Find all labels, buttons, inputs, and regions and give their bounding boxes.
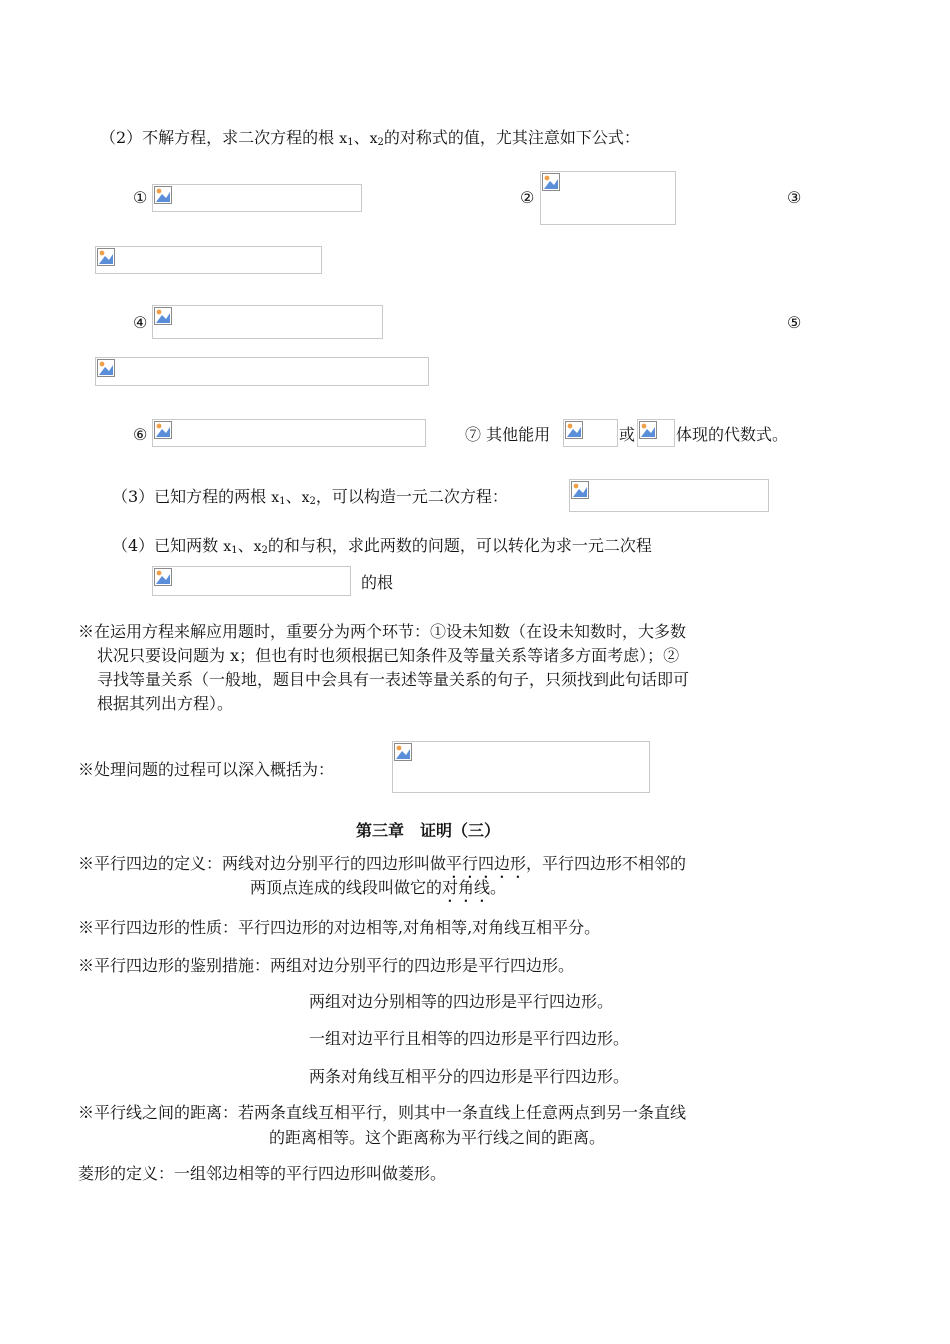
- item2-suffix: 的对称式的值，尤其注意如下公式：: [383, 128, 640, 147]
- marker-1: ①: [133, 188, 148, 207]
- item3-sub2: 2: [309, 496, 316, 507]
- chapter-title: 第三章 证明（三）: [356, 821, 501, 840]
- def-term-diagonal: 对角线: [442, 878, 491, 897]
- item3-line: [112, 487, 508, 508]
- formula-image-2: [540, 171, 676, 225]
- formula-image-5: [95, 357, 429, 386]
- item7-prefix: ⑦ 其他能用: [465, 425, 551, 444]
- item7-suffix: 体现的代数式。: [676, 425, 789, 444]
- item2-sub1: 1: [347, 137, 354, 148]
- def-label: ※平行四边的定义：: [78, 854, 223, 873]
- prop-parallelogram: ※平行四边形的性质：平行四边形的对边相等,对角相等,对角线互相平分。: [78, 918, 601, 937]
- broken-image-icon: [154, 307, 172, 325]
- marker-5: ⑤: [787, 313, 802, 332]
- item4-x1: x: [223, 539, 232, 555]
- item3-suffix: ，可以构造一元二次方程：: [315, 487, 508, 506]
- note-apply-line-2: 状况只要设问题为 x；但也有时也须根据已知条件及等量关系等诸多方面考虑）；②: [97, 646, 680, 665]
- note-apply-line-4: 根据其列出方程）。: [97, 694, 234, 713]
- broken-image-icon: [154, 421, 172, 439]
- def-term-parallelogram: 平行四边形: [446, 854, 527, 873]
- def-parallelogram-line-2: [250, 878, 506, 906]
- formula-image-3: [95, 246, 322, 274]
- judge-label: ※平行四边形的鉴别措施：: [78, 956, 271, 975]
- note-apply-line-1: ※在运用方程来解应用题时，重要分为两个环节：①设未知数（在设未知数时，大多数: [78, 622, 687, 641]
- def-line1-a: 两线对边分别平行的四边形叫做: [222, 854, 447, 873]
- item2-line: [100, 128, 640, 149]
- item2-x1: x: [339, 131, 348, 147]
- broken-image-icon: [97, 248, 115, 266]
- broken-image-icon: [542, 173, 560, 191]
- item3-x1: x: [271, 490, 280, 506]
- broken-image-icon: [571, 481, 589, 499]
- formula-image-10: [392, 741, 650, 793]
- item4-x2: x: [253, 539, 262, 555]
- broken-image-icon: [154, 186, 172, 204]
- formula-image-7a: [563, 419, 618, 447]
- item4-sub1: 1: [231, 545, 238, 556]
- note-process: ※处理问题的过程可以深入概括为：: [78, 760, 335, 779]
- marker-2: ②: [520, 188, 535, 207]
- item3-prefix: （3）已知方程的两根: [112, 487, 272, 506]
- item7-middle: 或: [619, 425, 636, 444]
- item2-sep: 、: [353, 128, 370, 147]
- marker-4: ④: [133, 313, 148, 332]
- broken-image-icon: [639, 421, 657, 439]
- formula-image-4: [152, 305, 383, 339]
- item4-sep: 、: [237, 536, 254, 555]
- item3-x2: x: [301, 490, 310, 506]
- judge-method-1: 两组对边分别平行的四边形是平行四边形。: [270, 956, 575, 975]
- formula-image-1: [152, 184, 362, 212]
- item4-line: [112, 536, 652, 557]
- broken-image-icon: [154, 568, 172, 586]
- marker-3: ③: [787, 188, 802, 207]
- broken-image-icon: [97, 359, 115, 377]
- item4-suffix: 的和与积，求此两数的问题，可以转化为求一元二次程: [267, 536, 652, 555]
- judge-method-2: 两组对边分别相等的四边形是平行四边形。: [309, 992, 614, 1011]
- item2-prefix: （2）不解方程，求二次方程的根: [100, 128, 340, 147]
- item3-sub1: 1: [279, 496, 286, 507]
- formula-image-7b: [637, 419, 675, 447]
- broken-image-icon: [565, 421, 583, 439]
- distance-line-2: 的距离相等。这个距离称为平行线之间的距离。: [269, 1128, 606, 1147]
- item4-tail: 的根: [361, 573, 394, 592]
- rhombus-definition: 菱形的定义：一组邻边相等的平行四边形叫做菱形。: [78, 1164, 447, 1183]
- formula-image-8: [569, 479, 769, 512]
- broken-image-icon: [394, 743, 412, 761]
- item3-sep: 、: [285, 487, 302, 506]
- item2-x2: x: [369, 131, 378, 147]
- def-line2-b: 。: [490, 878, 507, 897]
- item4-prefix: （4）已知两数: [112, 536, 224, 555]
- formula-image-6: [152, 419, 426, 447]
- judge-line-1: [78, 956, 574, 977]
- item2-sub2: 2: [377, 137, 384, 148]
- judge-method-4: 两条对角线互相平分的四边形是平行四边形。: [309, 1067, 630, 1086]
- note-apply-line-3: 寻找等量关系（一般地，题目中会具有一表述等量关系的句子，只须找到此句话即可: [97, 670, 690, 689]
- distance-line-1: ※平行线之间的距离：若两条直线互相平行，则其中一条直线上任意两点到另一条直线: [78, 1103, 687, 1122]
- def-line1-b: ，平行四边形不相邻的: [526, 854, 687, 873]
- def-line2-a: 两顶点连成的线段叫做它的: [250, 878, 443, 897]
- marker-6: ⑥: [133, 425, 148, 444]
- formula-image-9: [152, 566, 351, 596]
- judge-method-3: 一组对边平行且相等的四边形是平行四边形。: [309, 1029, 630, 1048]
- item4-sub2: 2: [261, 545, 268, 556]
